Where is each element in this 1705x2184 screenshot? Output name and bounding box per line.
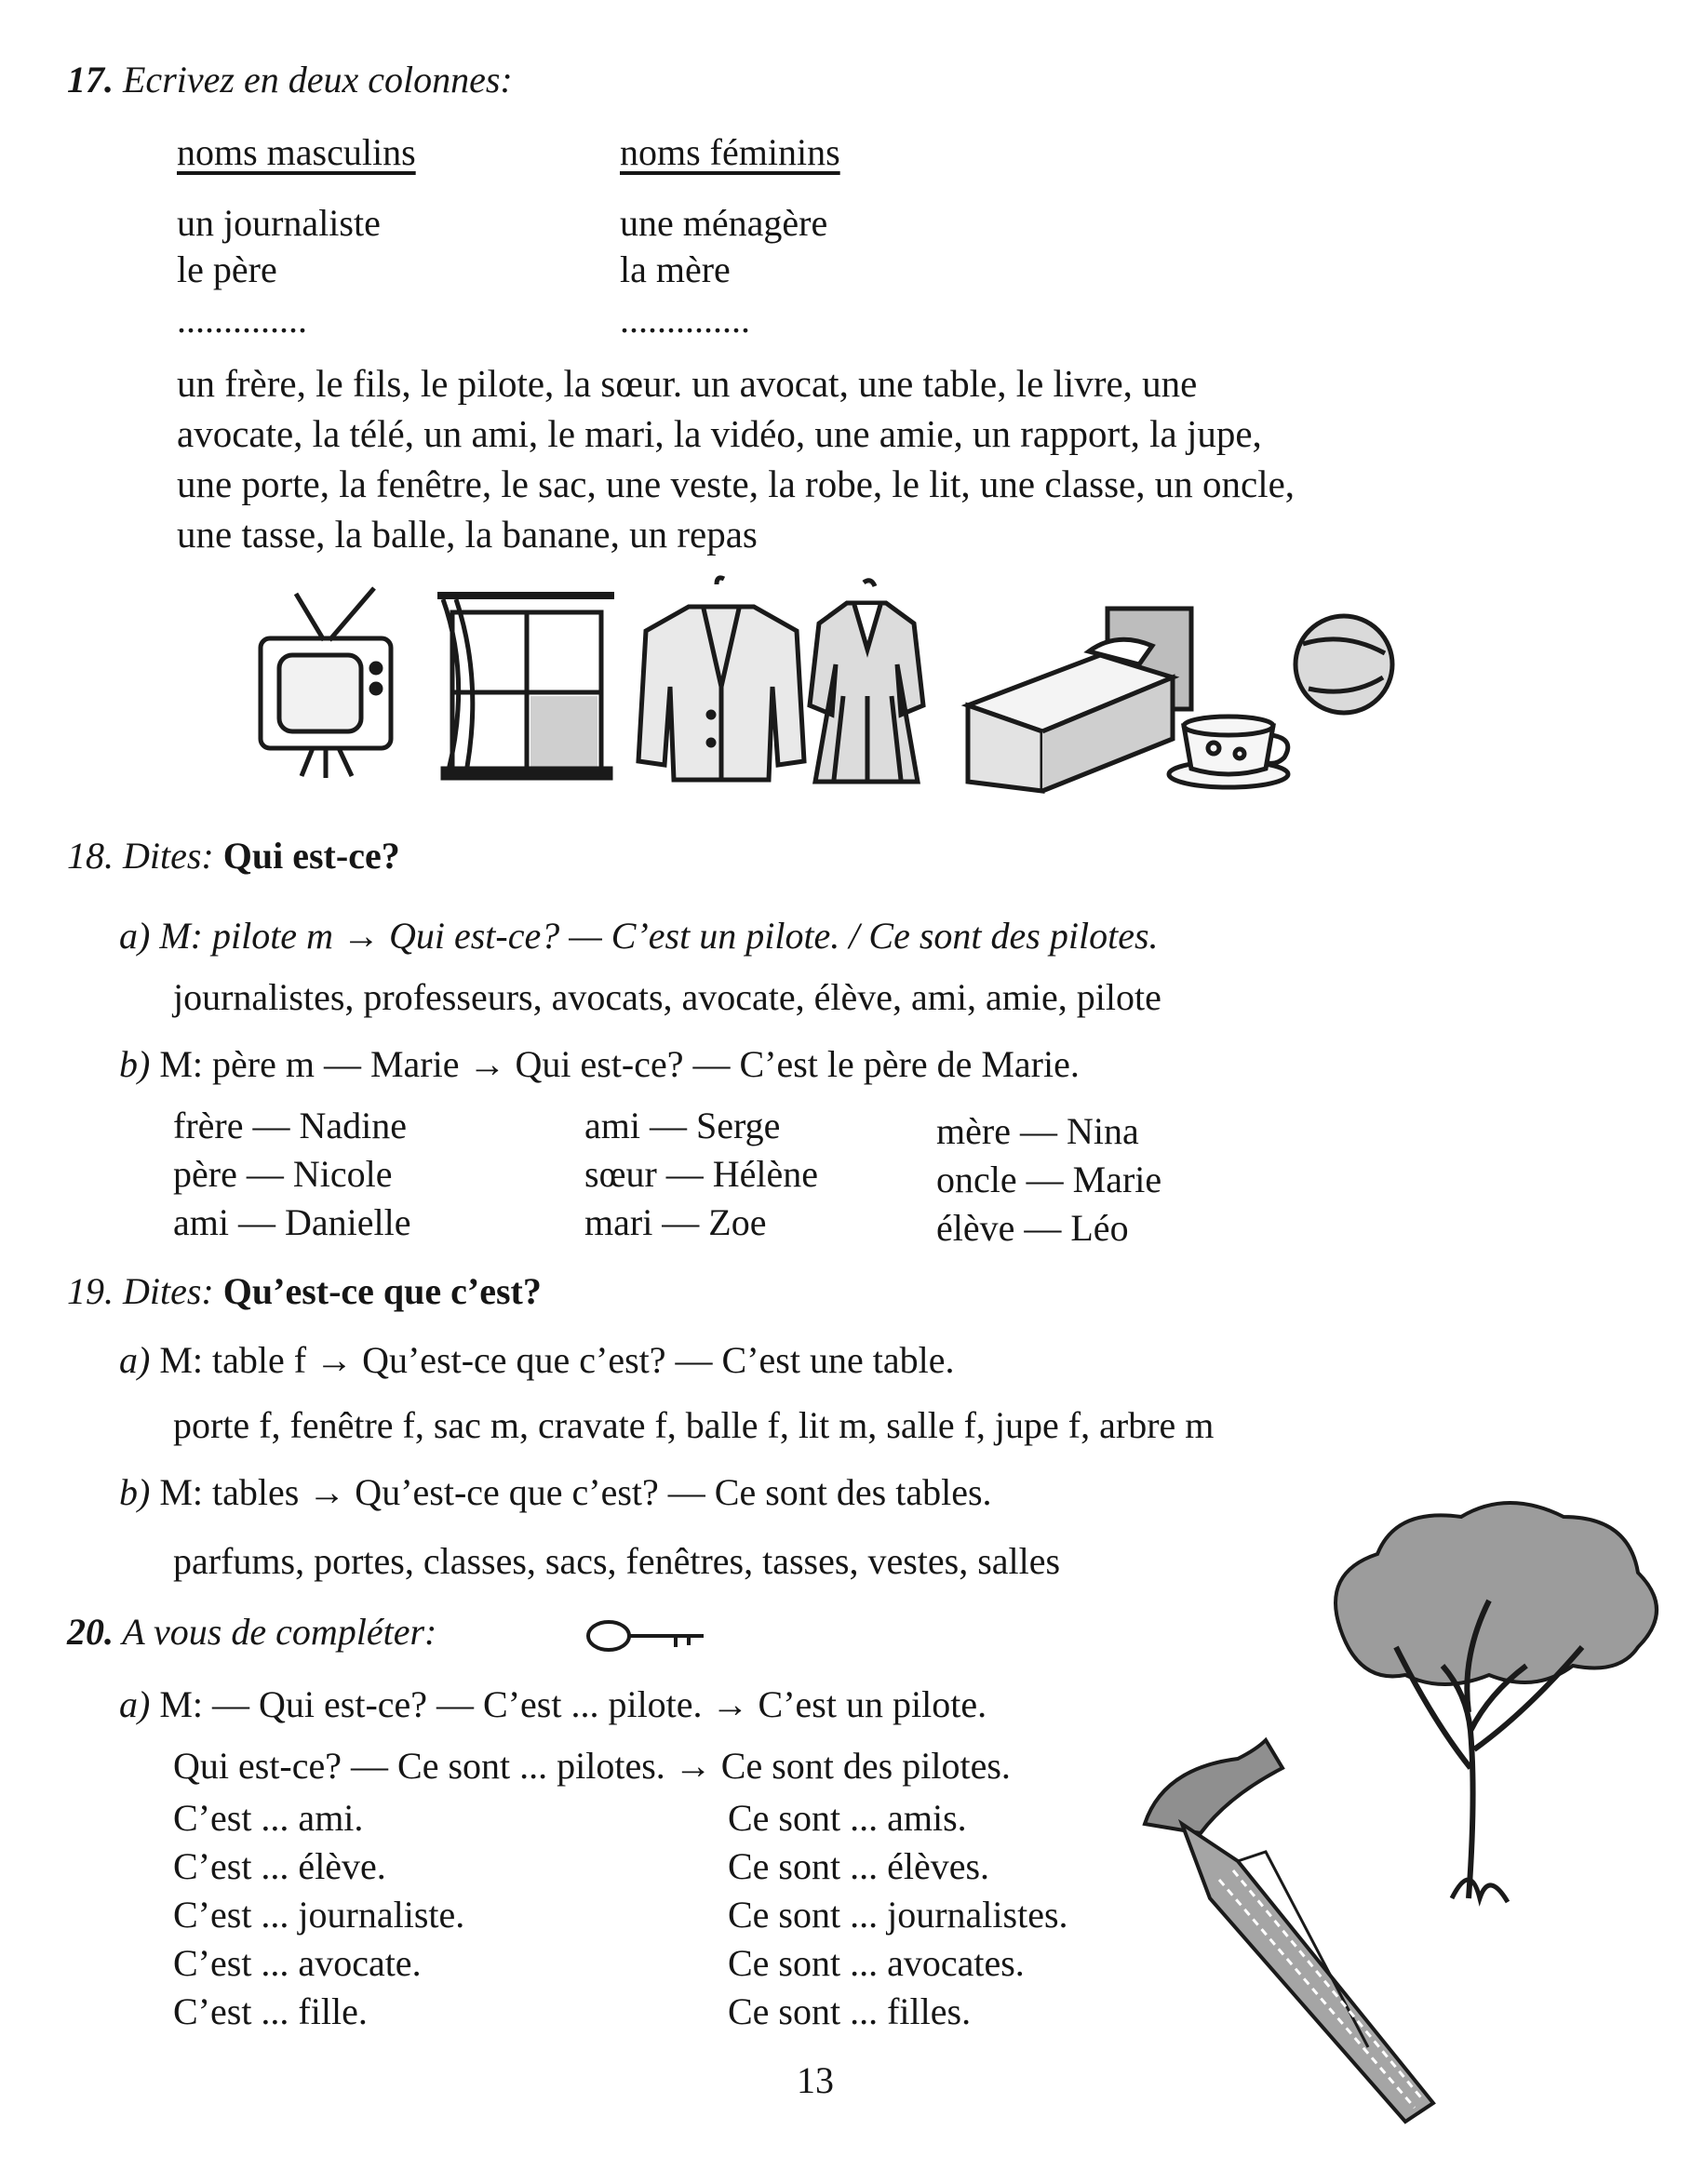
ex18-a-words: journalistes, professeurs, avocats, avocate, élève, ami, amie, pilote xyxy=(173,976,1161,1018)
key-icon xyxy=(583,1617,713,1655)
window-icon xyxy=(437,596,614,778)
ex20-right-items xyxy=(728,1794,1068,2036)
ex18-a-model-line xyxy=(119,912,1159,960)
pair-item: oncle — Marie xyxy=(936,1159,1162,1200)
col-masc-header: noms masculins xyxy=(177,131,416,173)
page-number: 13 xyxy=(797,2059,834,2101)
ex19-question: Qu’est-ce que c’est? xyxy=(222,1270,542,1312)
illustration-strip xyxy=(251,575,1405,798)
ex20-left-items xyxy=(173,1794,464,2036)
ex18-b-model-line xyxy=(119,1040,1080,1089)
ex19-a-model-line xyxy=(119,1336,954,1385)
pair-item: élève — Léo xyxy=(936,1207,1129,1249)
pair-item: sœur — Hélène xyxy=(584,1153,819,1195)
col-fem-header: noms féminins xyxy=(620,131,840,173)
pair-item: mère — Nina xyxy=(936,1110,1139,1152)
ex18-b-col3 xyxy=(936,1107,1161,1253)
pair-item: ami — Serge xyxy=(584,1105,781,1146)
ex20-a-label: a) xyxy=(119,1683,151,1725)
list-item: C’est ... journaliste. xyxy=(173,1894,465,1936)
ex19-a-model: M: table f → Qu’est-ce que c’est? — C’est une table. xyxy=(159,1339,955,1381)
word-line-4: une tasse, la balle, la banane, un repas xyxy=(177,513,758,556)
ex18-a-model: M: pilote m → Qui est-ce? — C’est un pilote. / Ce sont des pilotes. xyxy=(159,915,1159,957)
ex19-b-model-line xyxy=(119,1468,992,1517)
ex18-heading xyxy=(67,834,400,878)
list-item: C’est ... élève. xyxy=(173,1845,386,1887)
ex20-a-model-line xyxy=(119,1681,987,1729)
tie-icon xyxy=(1126,1731,1480,2131)
list-item: C’est ... ami. xyxy=(173,1797,364,1839)
ex18-number: 18. xyxy=(67,835,114,877)
ex17-number: 17. xyxy=(67,59,114,100)
ex20-a-model-1: M: — Qui est-ce? — C’est ... pilote. → C’est un pilote. xyxy=(159,1683,987,1725)
pair-item: ami — Danielle xyxy=(173,1201,411,1243)
ex18-b-model: M: père m — Marie → Qui est-ce? — C’est le père de Marie. xyxy=(159,1043,1080,1085)
ex19-number: 19. xyxy=(67,1270,114,1312)
list-item: Ce sont ... journalistes. xyxy=(728,1894,1068,1936)
ex17-heading xyxy=(67,58,513,101)
masc-row-1: un journaliste xyxy=(177,202,381,244)
ex19-a-label: a) xyxy=(119,1339,151,1381)
ball-icon xyxy=(1296,616,1392,713)
ex19-b-label: b) xyxy=(119,1471,151,1513)
ex20-heading xyxy=(67,1610,436,1654)
ex18-b-col1 xyxy=(173,1102,410,1247)
pair-item: mari — Zoe xyxy=(584,1201,767,1243)
ex18-instruction: Dites: xyxy=(123,835,214,877)
tv-icon xyxy=(261,588,391,778)
list-item: Ce sont ... avocates. xyxy=(728,1942,1025,1984)
ex20-instruction: A vous de compléter: xyxy=(122,1611,437,1653)
jacket-icon xyxy=(638,578,804,780)
ex19-instruction: Dites: xyxy=(123,1270,214,1312)
word-line-1: un frère, le fils, le pilote, la sœur. un avocat, une table, le livre, une xyxy=(177,362,1198,405)
ex19-heading xyxy=(67,1269,542,1313)
list-item: Ce sont ... élèves. xyxy=(728,1845,990,1887)
word-line-2: avocate, la télé, un ami, le mari, la vidéo, une amie, un rapport, la jupe, xyxy=(177,412,1262,455)
ex18-b-col2 xyxy=(584,1102,818,1247)
pair-item: frère — Nadine xyxy=(173,1105,407,1146)
ex20-a-model-2: Qui est-ce? — Ce sont ... pilotes. → Ce sont des pilotes. xyxy=(173,1745,1011,1787)
list-item: C’est ... avocate. xyxy=(173,1942,422,1984)
cup-icon xyxy=(1169,717,1288,787)
ex19-a-words: porte f, fenêtre f, sac m, cravate f, balle f, lit m, salle f, jupe f, arbre m xyxy=(173,1404,1215,1446)
ex17-instruction: Ecrivez en deux colonnes: xyxy=(123,59,513,100)
ex20-number: 20. xyxy=(67,1611,114,1653)
list-item: Ce sont ... filles. xyxy=(728,1990,972,2032)
ex18-b-label: b) xyxy=(119,1043,151,1085)
word-line-3: une porte, la fenêtre, le sac, une veste, la robe, le lit, une classe, un oncle, xyxy=(177,462,1296,505)
masc-row-3: .............. xyxy=(177,299,307,341)
ex19-b-model: M: tables → Qu’est-ce que c’est? — Ce sont des tables. xyxy=(159,1471,992,1513)
fem-row-2: la mère xyxy=(620,248,731,290)
ex19-b-words: parfums, portes, classes, sacs, fenêtres, tasses, vestes, salles xyxy=(173,1540,1061,1582)
ex17-word-list xyxy=(177,358,1591,559)
ex18-question: Qui est-ce? xyxy=(222,835,400,877)
pair-item: père — Nicole xyxy=(173,1153,393,1195)
masc-row-2: le père xyxy=(177,248,277,290)
bed-icon xyxy=(968,609,1191,791)
ex18-a-label: a) xyxy=(119,915,151,957)
fem-row-3: .............. xyxy=(620,299,750,341)
list-item: C’est ... fille. xyxy=(173,1990,368,2032)
dress-icon xyxy=(810,581,923,782)
fem-row-1: une ménagère xyxy=(620,202,828,244)
list-item: Ce sont ... amis. xyxy=(728,1797,967,1839)
